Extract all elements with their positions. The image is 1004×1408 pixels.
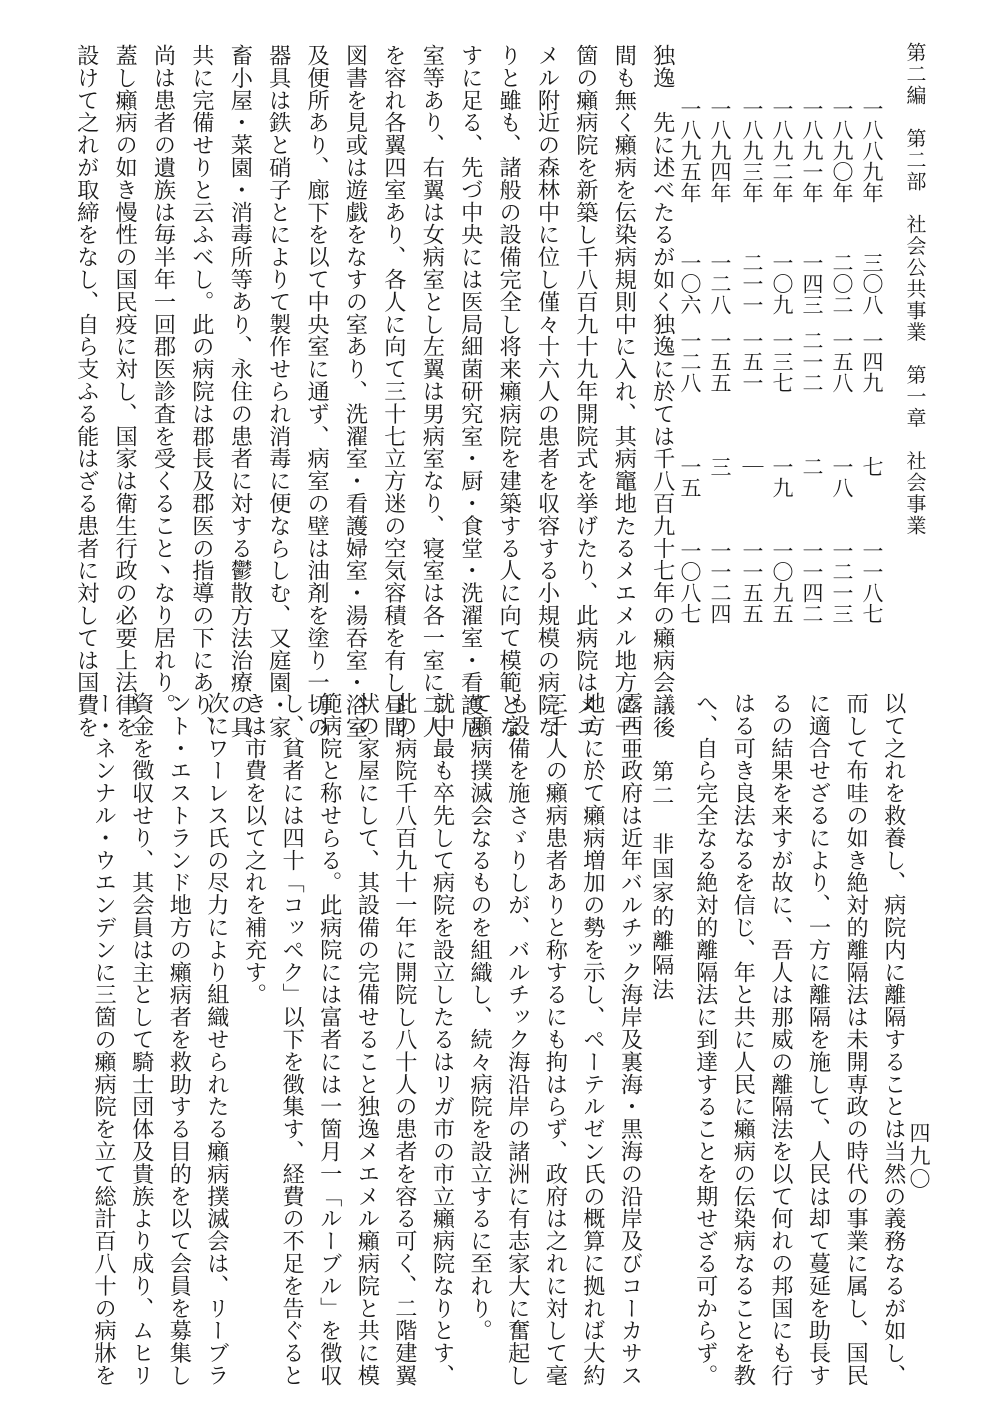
text-column: 尚は患者の遺族は毎半年一回郡医診査を受くること丶なり居れり。 <box>150 44 176 716</box>
text-column: 三千人の癩病患者ありと称するにも拘はらず、政府は之れに対して毫 <box>541 692 568 1387</box>
text-column: りと雖も、諸般の設備完全し将来癩病院を建築する人に向て模範とな <box>495 44 522 739</box>
text-column: ー・ネンナル・ウエンデンに三箇の癩病院を立て総計百八十の病牀を <box>90 692 117 1387</box>
text-column: も設備を施さゞりしが、バルチック海沿岸の諸洲に有志家大に奮起し <box>504 692 531 1387</box>
table-year-cell: 一八九〇年 <box>830 98 854 203</box>
text-column: 露西亜政府は近年バルチック海岸及裏海・黒海の沿岸及びコーカサス <box>617 692 643 1387</box>
table-value-cell: 一一四二 <box>800 540 824 624</box>
table-year-cell: 一八八九年 <box>860 98 884 203</box>
text-column: はる可き良法なるを信じ、年と共に人民に癩病の伝染病なることを教 <box>729 692 756 1387</box>
text-column: て癩病撲滅会なるものを組織し、続々病院を設立するに至れり。 <box>466 692 493 1342</box>
table-value-cell: 二〇二 <box>830 252 854 315</box>
text-column: 図書を見或は遊戯をなすの室あり、洗濯室・看護婦室・湯吞室・浴室 <box>342 44 368 739</box>
section-subheading: 第二 非国家的離隔法 <box>648 760 675 1002</box>
table-value-cell: ｜ <box>740 456 764 477</box>
table-value-cell: 一五八 <box>830 330 854 393</box>
table-value-cell: 一五五 <box>708 330 732 393</box>
text-column: 次にワーレス氏の尽力により組織せられたる癩病撲滅会は、リーブラ <box>203 692 230 1387</box>
table-year-cell: 一八九五年 <box>678 98 702 203</box>
text-column: 範病院と称せらる。此病院には富者には一箇月一「ルーブル」を徴収 <box>316 692 343 1387</box>
text-column: 独逸 先に述べたるが如く独逸に於ては千八百九十七年の癩病会議後 <box>649 44 676 739</box>
table-value-cell: 一四九 <box>860 330 884 393</box>
table-value-cell: 一一二四 <box>708 540 732 624</box>
table-value-cell: 一三七 <box>770 330 794 393</box>
text-column: 地方に於て癩病増加の勢を示し、ペーテルゼン氏の概算に拠れば大約 <box>579 692 606 1387</box>
text-column: 而して布哇の如き絶対的離隔法は未開専政の時代の事業に属し、国民 <box>842 692 869 1387</box>
text-column: し、貧者には四十「コッペク」以下を徴集す、経費の不足を告ぐると <box>278 692 305 1387</box>
table-value-cell: 一〇八七 <box>678 540 702 624</box>
table-value-cell: 一一八七 <box>860 540 884 624</box>
table-value-cell: 一二八 <box>678 330 702 393</box>
table-value-cell: 一五一 <box>740 330 764 393</box>
table-value-cell: 二 <box>800 456 824 477</box>
table-value-cell: 七 <box>860 456 884 477</box>
text-column: すに足る、先づ中央には医局細菌研究室・厨・食堂・洗濯室・看護尼 <box>457 44 484 739</box>
running-header: 第二編 第二部 社会公共事業 第一章 社会事業 <box>903 42 927 537</box>
table-value-cell: 二一二 <box>800 330 824 393</box>
text-column: に適合せざるにより、一方に離隔を施して、人民は却て蔓延を助長す <box>805 692 831 1387</box>
text-column: 及便所あり、廊下を以て中央室に通ず、病室の壁は油剤を塗り一切の <box>303 44 330 739</box>
table-year-cell: 一八九四年 <box>708 98 732 203</box>
table-value-cell: 一九 <box>770 456 794 498</box>
text-column: 資金を徴収せり、其会員は主として騎士団体及貴族より成り、ムヒリ <box>128 692 155 1387</box>
text-column: 以て之れを救養し、病院内に離隔することは当然の義務なるが如し、 <box>880 692 907 1387</box>
text-column: 箇の癩病院を新築し千八百九十九年開院式を挙げたり、此病院はメエ <box>572 44 599 739</box>
text-column: 設けて之れが取締をなし、自ら支ふる能はざる患者に対しては国費を <box>73 44 100 739</box>
table-value-cell: 一二八 <box>708 252 732 315</box>
table-value-cell: 三 <box>708 456 732 477</box>
table-value-cell: 一八 <box>830 456 854 498</box>
table-year-cell: 一八九三年 <box>740 98 764 203</box>
table-value-cell: 一〇九五 <box>770 540 794 624</box>
text-column: 蓋し癩病の如き慢性の国民疫に対し、国家は衛生行政の必要上法律を <box>111 44 138 739</box>
text-column: 就中最も卒先して病院を設立したるはリガ市の市立癩病院なりとす、 <box>429 692 455 1387</box>
text-column: 間も無く癩病を伝染病規則中に入れ、其病竈地たるメエメル地方に一 <box>610 44 637 739</box>
text-column: 状の家屋にして、其設備の完備せること独逸メエメル癩病院と共に模 <box>353 692 380 1387</box>
text-column: メル附近の森林中に位し僅々十六人の患者を収容する小規模の病院な <box>534 44 560 739</box>
table-year-cell: 一八九一年 <box>800 98 824 203</box>
text-column: きは市費を以て之れを補充す。 <box>241 692 267 1006</box>
table-value-cell: 一四三 <box>800 252 824 315</box>
table-value-cell: 一二一三 <box>830 540 854 624</box>
page-number: 四九〇 <box>907 1122 931 1191</box>
text-column: ント・エストランド地方の癩病者を救助する目的を以て会員を募集し <box>165 692 192 1387</box>
text-column: 畜小屋・菜園・消毒所等あり、永住の患者に対する鬱散方法治療の具 <box>226 44 253 739</box>
text-column: 此の病院千八百九十一年に開院し八十人の患者を容る可く、二階建翼 <box>391 692 418 1387</box>
table-year-cell: 一八九二年 <box>770 98 794 203</box>
text-column: 共に完備せりと云ふべし。此の病院は郡長及郡医の指導の下にあり、 <box>188 44 215 739</box>
table-value-cell: 一〇九 <box>770 252 794 315</box>
text-column: 器具は鉄と硝子とによりて製作せられ消毒に便ならしむ、又庭園・家 <box>265 44 292 739</box>
text-column: 室等あり、右翼は女病室とし左翼は男病室なり、寝室は各一室に二人 <box>418 44 445 739</box>
table-value-cell: 一〇六 <box>678 252 702 315</box>
table-value-cell: 三〇八 <box>860 252 884 315</box>
text-column: へ、自ら完全なる絶対的離隔法に到達することを期せざる可からず。 <box>692 692 719 1387</box>
table-value-cell: 一五 <box>678 456 702 498</box>
table-value-cell: 二一一 <box>740 252 764 315</box>
table-value-cell: 一一五五 <box>740 540 764 624</box>
text-column: を容れ各翼四室あり、各人に向て三十七立方迷の空気容積を有し昼間 <box>380 44 407 739</box>
text-column: るの結果を来すが故に、吾人は那威の離隔法を以て何れの邦国にも行 <box>767 692 794 1387</box>
